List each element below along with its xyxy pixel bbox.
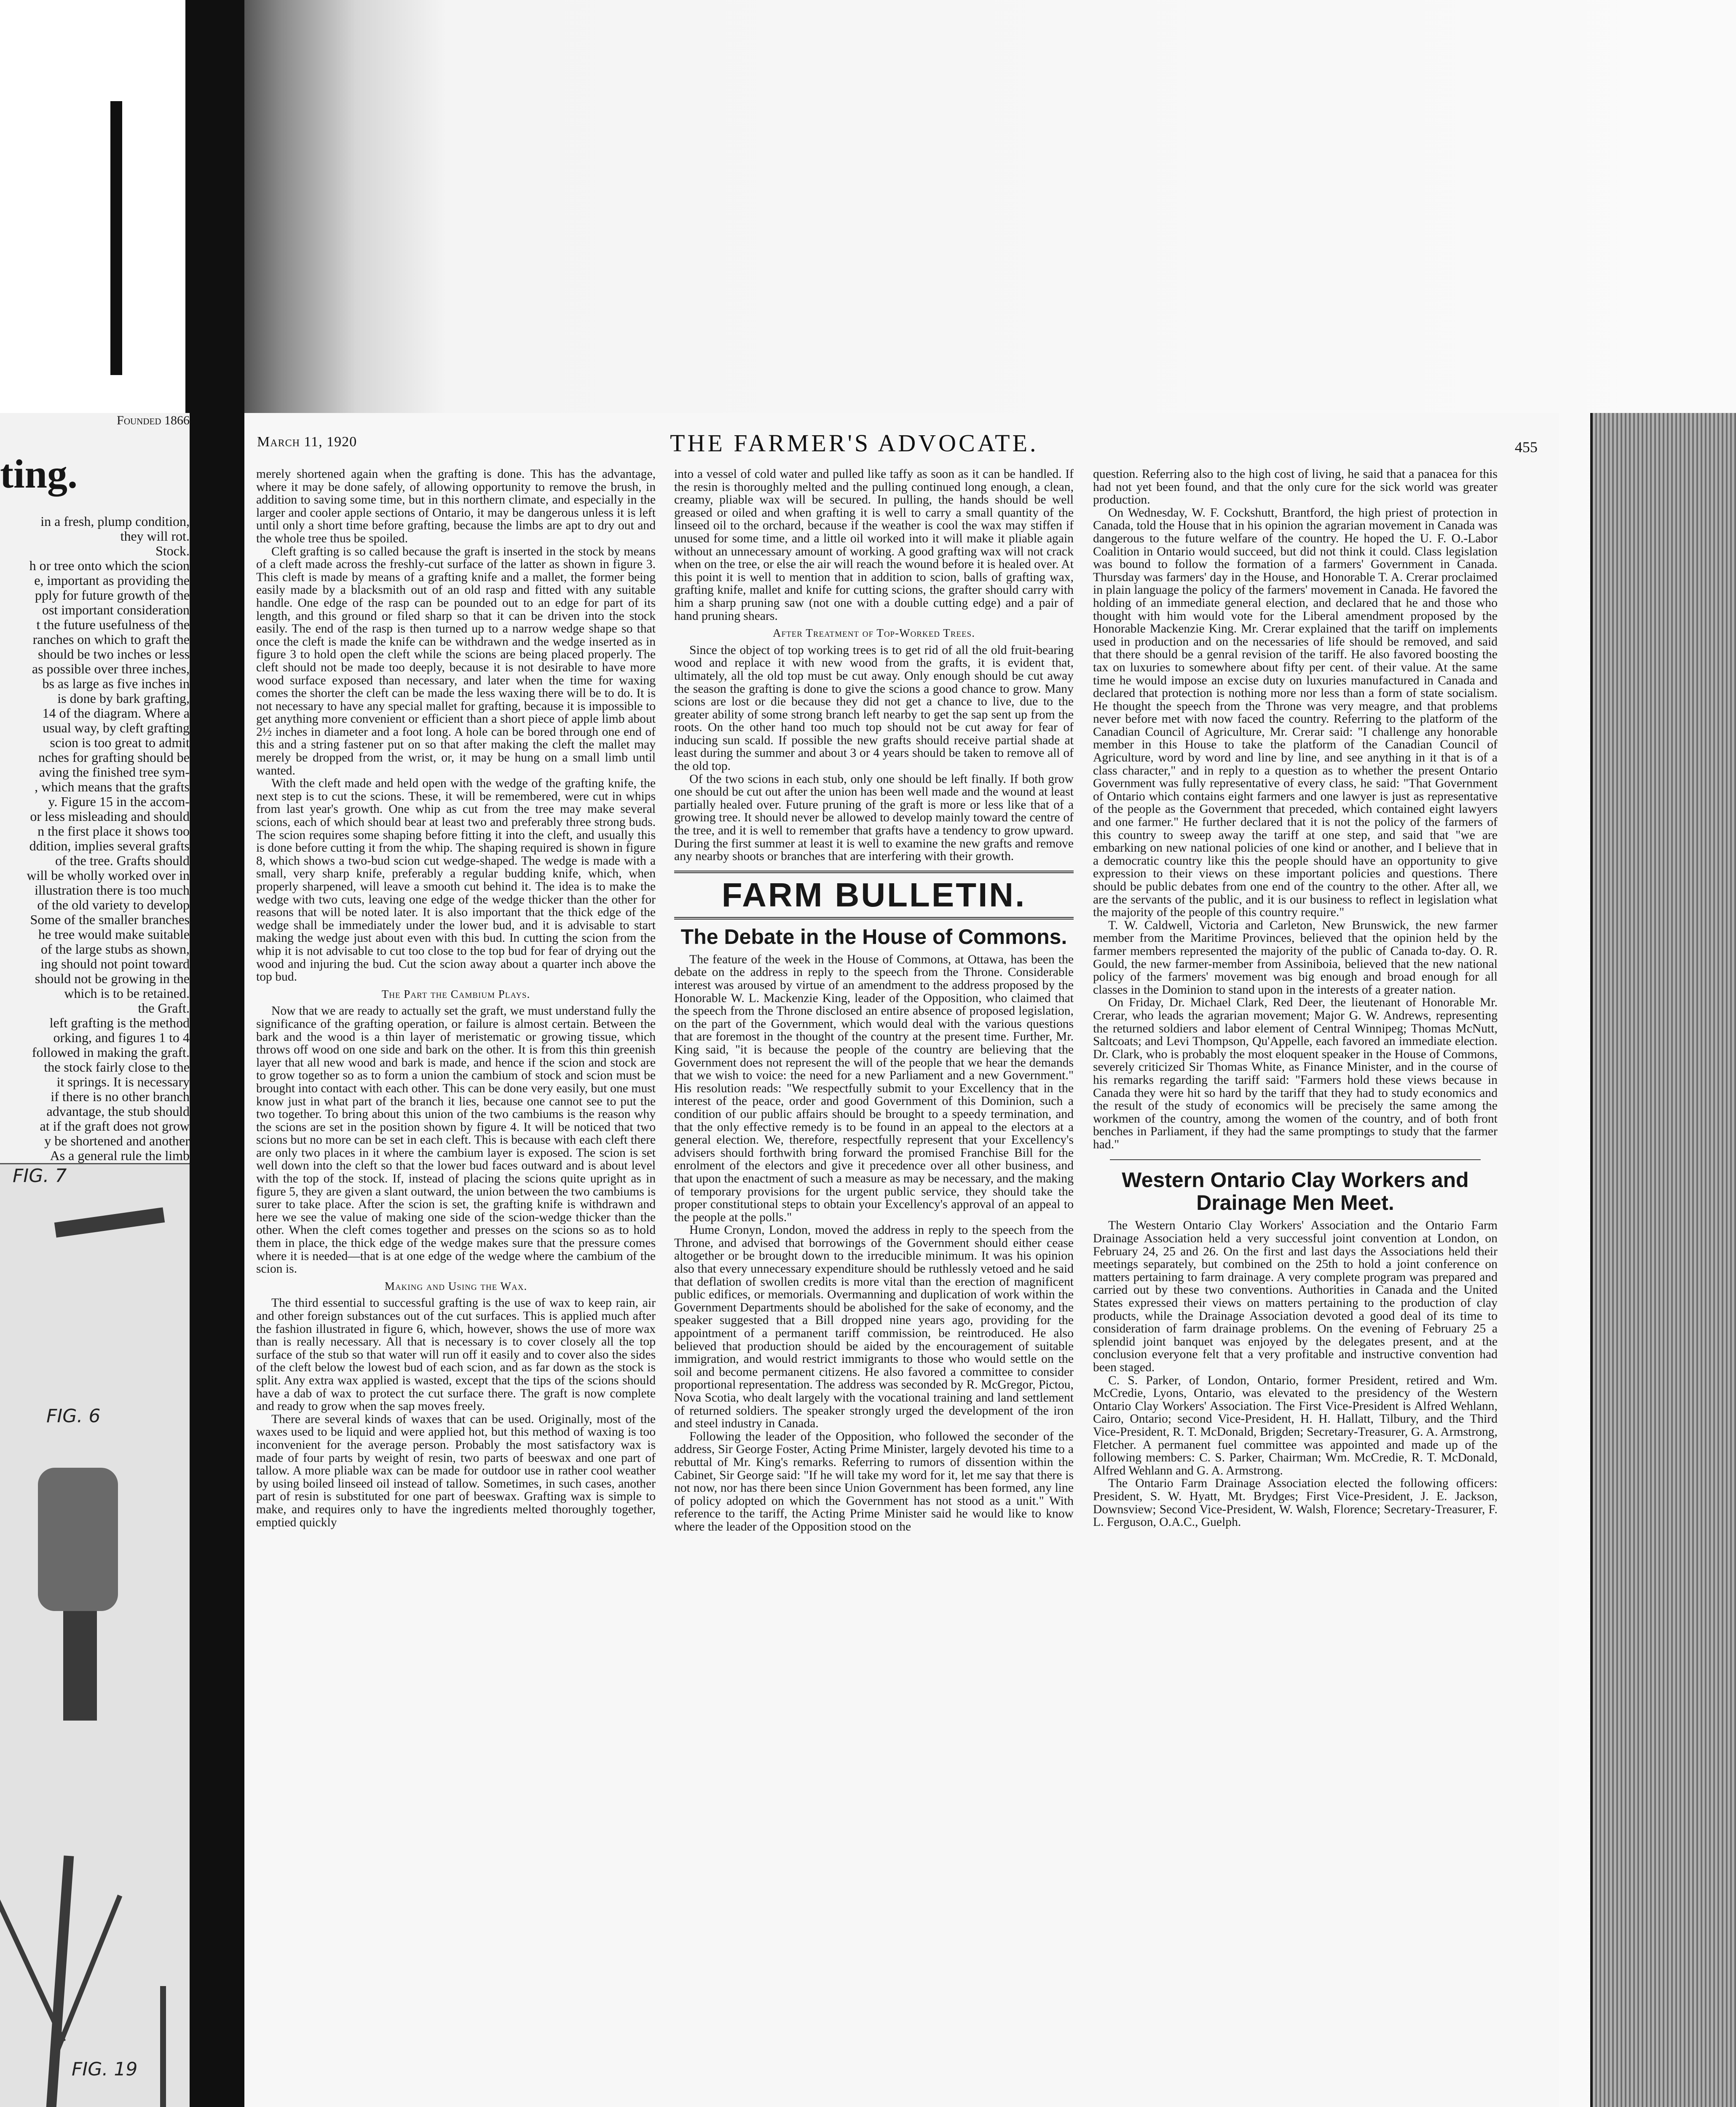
paragraph: The Ontario Farm Drainage Association elected the following officers: President, S. W. Hyatt, Mt. Brydges; First Vice-President, J. E. Jackson, Downsview; Second Vice-President, W. Walsh, Florence; Secretary-Treasurer, F. L. Ferguson, O.A.C., Guelph. <box>1093 1477 1498 1529</box>
article-headline: Western Ontario Clay Workers and Drainage Men Meet. <box>1122 1168 1469 1215</box>
subheading: After Treatment of Top-Worked Trees. <box>773 627 975 640</box>
previous-page-title: ting. <box>0 451 78 496</box>
waxed-stub-illustration <box>38 1468 118 1611</box>
book-gutter <box>185 0 244 2107</box>
article-headline: The Debate in the House of Commons. <box>680 925 1067 949</box>
subheading: The Part the Cambium Plays. <box>381 987 530 1000</box>
paragraph: C. S. Parker, of London, Ontario, former President, retired and Wm. McCredie, Lyons, Ontario, was elevated to the presidency of the Western Ontario Clay Workers' Association. The First Vice-President is Alfred Wehlann, Cairo, Ontario; second Vice-President, H. H. Hallatt, Tilbury, and the Third Vice-President, R. T. McDonald, Brigden; Secretary-Treasurer, G. A. Armstrong, Fletcher. A permanent fuel committee was appointed and made up of the following members: C. S. Parker, Chairman; Wm. McCredie, R. T. McDonald, Alfred Wehlann and G. A. Armstrong. <box>1093 1373 1498 1477</box>
paragraph: The Western Ontario Clay Workers' Association and the Ontario Farm Drainage Association held a very successful joint convention at London, on February 24, 25 and 26. On the first and last days the Associations held their meetings separately, but combined on the 25th to hold a joint conference on matters pertaining to farm drainage. A very complete program was prepared and carried out by these two conventions. Authorities in Canada and the United States expressed their views on matters pertaining to the production of clay products, while the Drainage Association devoted a good deal of its time to consideration of farm drainage problems. On the evening of February 25 a splendid joint banquet was enjoyed by the delegates present, and at the conclusion everyone felt that a very profitable and instructive convention had been staged. <box>1093 1219 1498 1374</box>
paragraph: question. Referring also to the high cost of living, he said that a panacea for this had not yet been found, and that the only cure for the sick world was greater production. <box>1093 467 1498 507</box>
paragraph: into a vessel of cold water and pulled like taffy as soon as it can be handled. If the resin is thoroughly melted and the pulling continued long enough, a clean, creamy, pliable wax will be secured. In pulling, the hands should be well greased or oiled and when grafting it is well to carry a small quantity of the linseed oil to the orchard, because if the weather is cool the wax may stiffen if unused for some time, and a little oil worked into it will make it pliable again without an unnecessary amount of working. A good grafting wax will not crack when on the tree, or else the air will reach the wound before it is healed over. At this point it is well to mention that in addition to scion, balls of grafting wax, grafting knife, mallet and knife for cutting scions, the grafter should carry with him a sharp pruning saw (not one with a double cutting edge) and a pair of hand pruning shears. <box>674 467 1074 623</box>
column-2 <box>674 468 1074 1533</box>
paragraph: Hume Cronyn, London, moved the address in reply to the speech from the Throne, and advised that borrowings of the Government should either cease altogether or be brought down to the irreducible minimum. It was his opinion also that every unnecessary expenditure should be ruthlessly vetoed and he said that deflation of swollen credits is more vital than the erection of magnificent public edifices, or memorials. Overmanning and duplication of work within the Government Departments should be abolished for the sake of economy, and the speaker suggested that a Bill dropped nine years ago, providing for the appointment of a permanent tariff commission, be reintroduced. He also believed that production should be aided by the encouragement of suitable immigration, and would restrict immigrants to those who would settle on the soil and become permanent citizens. He also favored a committee to consider proportional representation. The address was seconded by R. McGregor, Pictou, Nova Scotia, who dealt largely with the vocational training and land settlement of returned soldiers. The speaker strongly urged the development of the iron and steel industry in Canada. <box>674 1223 1074 1431</box>
section-banner <box>674 871 1074 919</box>
paragraph: Cleft grafting is so called because the graft is inserted in the stock by means of a cleft made across the freshly-cut surface of the latter as shown in figure 3. This cleft is made by means of a grafting knife and a mallet, the former being easily made by a blacksmith out of an old rasp and fitted with any suitable handle. One edge of the rasp can be pounded out to an edge for part of its length, and this ground or filed sharp so that it can be driven into the stock easily. The end of the rasp is then turned up to a narrow wedge shape so that once the cleft is made the knife can be withdrawn and the wedge inserted as in figure 3 to hold open the cleft while the scions are being placed properly. The cleft should not be made too deeply, because it is not desirable to have more wood surface exposed than necessary, and later when the time for waxing comes the shorter the cleft can be made the less waxing there will be to do. It is not necessary to have any special mallet for grafting, because it is impossible to get anything more convenient or efficient than a short piece of apple limb about 2½ inches in diameter and a foot long. A hole can be bored through one end of this and a string fastener put on so that after making the cleft the mallet may merely be dropped from the wrist, or, it may be hung on a small limb until wanted. <box>256 544 656 777</box>
paragraph: Following the leader of the Opposition, who followed the seconder of the address, Sir George Foster, Acting Prime Minister, largely devoted his time to a rebuttal of Mr. King's remarks. Referring to rumors of dissention within the Cabinet, Sir George said: "If he will take my word for it, let me say that there is not now, nor has there been since Union Government has been formed, any line of policy adopted on which the Government has not stood as a unit." With reference to the tariff, the Acting Prime Minister said he would like to know where the leader of the Opposition stood on the <box>674 1429 1074 1533</box>
tree-trunk-illustration <box>38 1855 74 2107</box>
subheading: Making and Using the Wax. <box>384 1279 528 1292</box>
mallet-illustration <box>54 1207 165 1238</box>
column-3 <box>1093 468 1498 1529</box>
paragraph: On Friday, Dr. Michael Clark, Red Deer, the lieutenant of Honorable Mr. Crerar, who leads the agrarian movement; Major G. W. Andrews, representing the returned soldiers and labor element of Central Winnipeg; Thomas McNutt, Saltcoats; and Levi Thompson, Qu'Appelle, each favored an immediate election. Dr. Clark, who is probably the most eloquent speaker in the House of Commons, severely criticized Sir Thomas White, as Finance Minister, and in the course of his remarks regarding the tariff said: "Farmers hold these views because in Canada they were hit so hard by the tariff that they had to study economics and the result of the study of economics will be precisely the same among the workmen of the country, among the women of the country, and of both front benches in Parliament, if they had the same promptings to study that the farmer had." <box>1093 996 1498 1151</box>
farm-bulletin-heading: FARM BULLETIN. <box>721 876 1026 914</box>
figure-label: FIG. 7 <box>13 1165 67 1187</box>
paragraph: Since the object of top working trees is to get rid of all the old fruit-bearing wood and replace it with new wood from the grafts, it is evident that, ultimately, all the old top must be cut away. Only enough should be cut away the season the grafting is done to give the scions a good chance to grow. Many scions are lost or die because they did not get a chance to live, due to the greater ability of some strong branch left nearby to get the sap sent up from the roots. On the other hand too much top should not be cut away for fear of inducing sun scald. If possible the new grafts should receive partial shade at least during the summer and about 3 or 4 years should be taken to remove all of the old top. <box>674 643 1074 773</box>
page-number: 455 <box>1515 439 1538 456</box>
paragraph: On Wednesday, W. F. Cockshutt, Brantford, the high priest of protection in Canada, told the House that in his opinion the agrarian movement in Canada was dangerous to the future welfare of the country. He hoped the U. F. O.-Labor Coalition in Ontario would succeed, but did not think it could. Class legislation was bound to follow the formation of a farmers' Government in Canada. Thursday was farmers' day in the House, and Honorable T. A. Crerar proclaimed in plain language the policy of the farmers' movement in Canada. He favored the holding of an immediate general election, and declared that he and those who thought with him would vote for the Liberal amendment proposed by the Honorable Mackenzie King. Mr. Crerar explained that the tariff on implements used in production and on the necessaries of life should be removed, and said that there should be a genral revision of the tariff. He also favored boosting the tax on luxuries to somewhere about fifty per cent. of their value. At the same time he would impose an excise duty on luxuries manufactured in Canada and declared that protection is nothing more nor less than a form of state socialism. He thought the speech from the Throne was very meagre, and that problems never before met with now faced the country. Referring to the platform of the Canadian Council of Agriculture, Mr. Crerar said: "I challenge any honorable member in this House to take the platform of the Canadian Council of Agriculture, word by word and line by line, and see anything in it that is of a class character," and in reply to a question as to whether the present Ontario Government was fully representative of every class, he said: "That Government of Ontario which contains eight farmers and one lawyer is just as representative of the people as the Government that preceded, which contained eight lawyers and one farmer." He further declared that it is not the policy of the farmers of this country to sweep away the tariff at one step, and said that "we are embarking on new national policies of one kind or another, and I believe that in a democratic country like this the people should have an opportunity to give expression to their views on these important policies and questions. There should be public debates from one end of the country to the other. After all, we are the servants of the public, and it is our business to reflect in legislation what the majority of the people of this country require." <box>1093 506 1498 919</box>
paragraph: The feature of the week in the House of Commons, at Ottawa, has been the debate on the address in reply to the speech from the Throne. Considerable interest was aroused by virtue of an amendment to the address proposed by the Honorable W. L. Mackenzie King, leader of the Opposition, who claimed that the speech from the Throne disclosed an entire absence of proposed legislation, on the part of the Government, which would deal with the various questions that are foremost in the thought of the country at the present time. Further, Mr. King said, "it is because the people of the country are believing that the Government does not represent the will of the people that we hear the demands that we wish to voice: the need for a new Parliament and a new Government." His resolution reads: "We respectfully submit to your Excellency that in the interest of the peace, order and good Government of this Dominion, such a condition of our public affairs should be brought to a speedy termination, and that the only effective remedy is to be found in an appeal to the electors at a general election. We, therefore, respectfully represent that your Excellency's advisers should forthwith bring forward the promised Franchise Bill for the enrolment of the electors and give it precedence over all other business, and that upon the enactment of such a measure as may be necessary, and the making of temporary provisions for the urgent public service, they should take the proper constitutional steps to obtain your Excellency's approval of an appeal to the people at the polls." <box>674 952 1074 1224</box>
paragraph: There are several kinds of waxes that can be used. Originally, most of the waxes used to be liquid and were applied hot, but this method of waxing is too inconvenient for the average person. Probably the most satisfactory wax is made of four parts by weight of resin, two parts of beeswax and one part of tallow. A more pliable wax can be made for outdoor use in rather cool weather by using boiled linseed oil instead of tallow. Sometimes, in such cases, another part of resin is substituted for one part of beeswax. Grafting wax is simple to make, and requires only to have the ingredients melted thoroughly together, emptied quickly <box>256 1412 656 1529</box>
column-1 <box>256 468 656 1529</box>
grafting-illustration <box>0 1163 190 2107</box>
figure-label: FIG. 19 <box>72 2059 138 2080</box>
previous-page-header: Founded 1866 <box>117 413 190 427</box>
paragraph: T. W. Caldwell, Victoria and Carleton, New Brunswick, the new farmer member from the Maritime Provinces, believed that the opinion held by the farmer members represented the majority of the public of Canada to-day. O. R. Gould, the new farmer-member from Assiniboia, believed that the new national policy of the farmers' movement was big enough and broad enough for all classes in the Dominion to stand upon in the interests of a greater nation. <box>1093 918 1498 997</box>
figure-label: FIG. 6 <box>46 1405 101 1427</box>
paragraph: Of the two scions in each stub, only one should be left finally. If both grow one should be cut out after the union has been well made and the wound at least partially healed over. Future pruning of the graft is more or less like that of a growing tree. It should never be allowed to develop mainly toward the centre of the tree, and it is well to remember that grafts have a tendency to grow upward. During the first summer at least it is well to examine the new grafts and remove any nearby shoots or branches that are interfering with their growth. <box>674 772 1074 863</box>
book-page-edges <box>1590 413 1736 2107</box>
scan-mark <box>110 101 122 375</box>
paragraph: The third essential to successful grafting is the use of wax to keep rain, air and other foreign substances out of the cut surfaces. This is applied much after the fashion illustrated in figure 6, which, however, shows the use of more wax than is really necessary. All that is necessary is to cover closely all the top surface of the stub so that water will run off it easily and to cover also the sides of the cleft below the lowest bud of each scion, and as far down as the stock is split. Any extra wax applied is wasted, except that the tips of the scions should have a dab of wax to protect the cut surface there. The graft is now complete and ready to grow when the sap moves freely. <box>256 1296 656 1413</box>
previous-page <box>0 413 190 2107</box>
issue-date: March 11, 1920 <box>257 434 357 450</box>
brush-illustration <box>160 1986 166 2107</box>
previous-page-text: in a fresh, plump condition, they will rot. Stock. h or tree onto which the scion e, important as providing the pply for future growth of the ost important consideration t the future usefulness of the ranches on which to graft the should be two inches or less as possible over three inches, bs as large as five inches in is done by bark grafting, 14 of the diagram. Where a usual way, by cleft grafting scion is too great to admit nches for grafting should be aving the finished tree sym- , which means that the grafts y. Figure 15 in the accom- or less misleading and should n the first place it shows too ddition, implies several grafts of the tree. Grafts should will be wholly worked over in illustration there is too much of the old variety to develop Some of the smaller branches he tree would make suitable of the large stubs as shown, ing should not point toward should not be growing in the which is to be retained. the Graft. left grafting is the method orking, and figures 1 to 4 followed in making the graft. the stock fairly close to the it springs. It is necessary if there is no other branch advantage, the stub should at if the graft does not grow y be shortened and another As a general rule the limb <box>27 514 190 1163</box>
masthead: THE FARMER'S ADVOCATE. <box>670 429 1039 457</box>
paragraph: Now that we are ready to actually set the graft, we must understand fully the significance of the grafting operation, or failure is almost certain. Between the bark and the wood is a thin layer of meristematic or growing tissue, which throws off wood on one side and bark on the other. It is from this thin greenish layer that all new wood and bark is made, and hence if the scion and stock are to grow together so as to form a union the cambium of stock and scion must be brought into contact with each other. This can be done very easily, but one must know just in what part of the branch it lies, because one cannot see to put the two together. To bring about this union of the two cambiums is the reason why the scions are set in the position shown by figure 4. It will be noticed that two scions but no more can be set in each cleft. This is because with each cleft there are only two places in it where the cambium layer is exposed. The scion is set well down into the cleft so that the lower bud faces outward and is about level with the top of the stock. If, instead of placing the scions quite upright as in figure 5, they are given a slant outward, the union between the two cambiums is surer to take place. After the scion is set, the grafting knife is withdrawn and here we see the value of making one side of the scion-wedge thicker than the other. When the cleft comes together and presses on the scions so as to hold them in place, the thick edge of the wedge makes sure that the pressure comes where it is needed—that is at one edge of the wedge where the cambium of the scion is. <box>256 1004 656 1276</box>
paragraph: With the cleft made and held open with the wedge of the grafting knife, the next step is to cut the scions. These, it will be remembered, were cut in whips from last year's growth. One whip as cut from the tree may make several scions, each of which should bear at least two and preferably three strong buds. The scion requires some shaping before fitting it into the cleft, and usually this is done before cutting it from the whip. The shaping required is shown in figure 8, which shows a two-bud scion cut wedge-shaped. The wedge is made with a small, very sharp knife, preferably a regular budding knife, which, when properly sharpened, will leave a smooth cut behind it. The idea is to make the wedge with two cuts, leaving one edge of the wedge thicker than the other for reasons that will be noted later. It is also important that the thick edge of the wedge shall be immediately under the lower bud, and it is advisable to start making the wedge just about even with this bud. In cutting the scion from the whip it is not advisable to cut too close to the top bud for fear of drying out the wood and injuring the bud. Cut the scion away about a quarter inch above the top bud. <box>256 777 656 984</box>
paragraph: merely shortened again when the grafting is done. This has the advantage, where it may be done safely, of allowing opportunity to remove the brush, in addition to saving some time, but in this northern climate, and especially in the larger and cooler apple sections of Ontario, it may be dangerous unless it is left until only a short time before grafting, because the limbs are apt to dry out and the whole tree thus be spoiled. <box>256 467 656 545</box>
stock-illustration <box>63 1611 97 1721</box>
divider <box>1110 1159 1481 1160</box>
